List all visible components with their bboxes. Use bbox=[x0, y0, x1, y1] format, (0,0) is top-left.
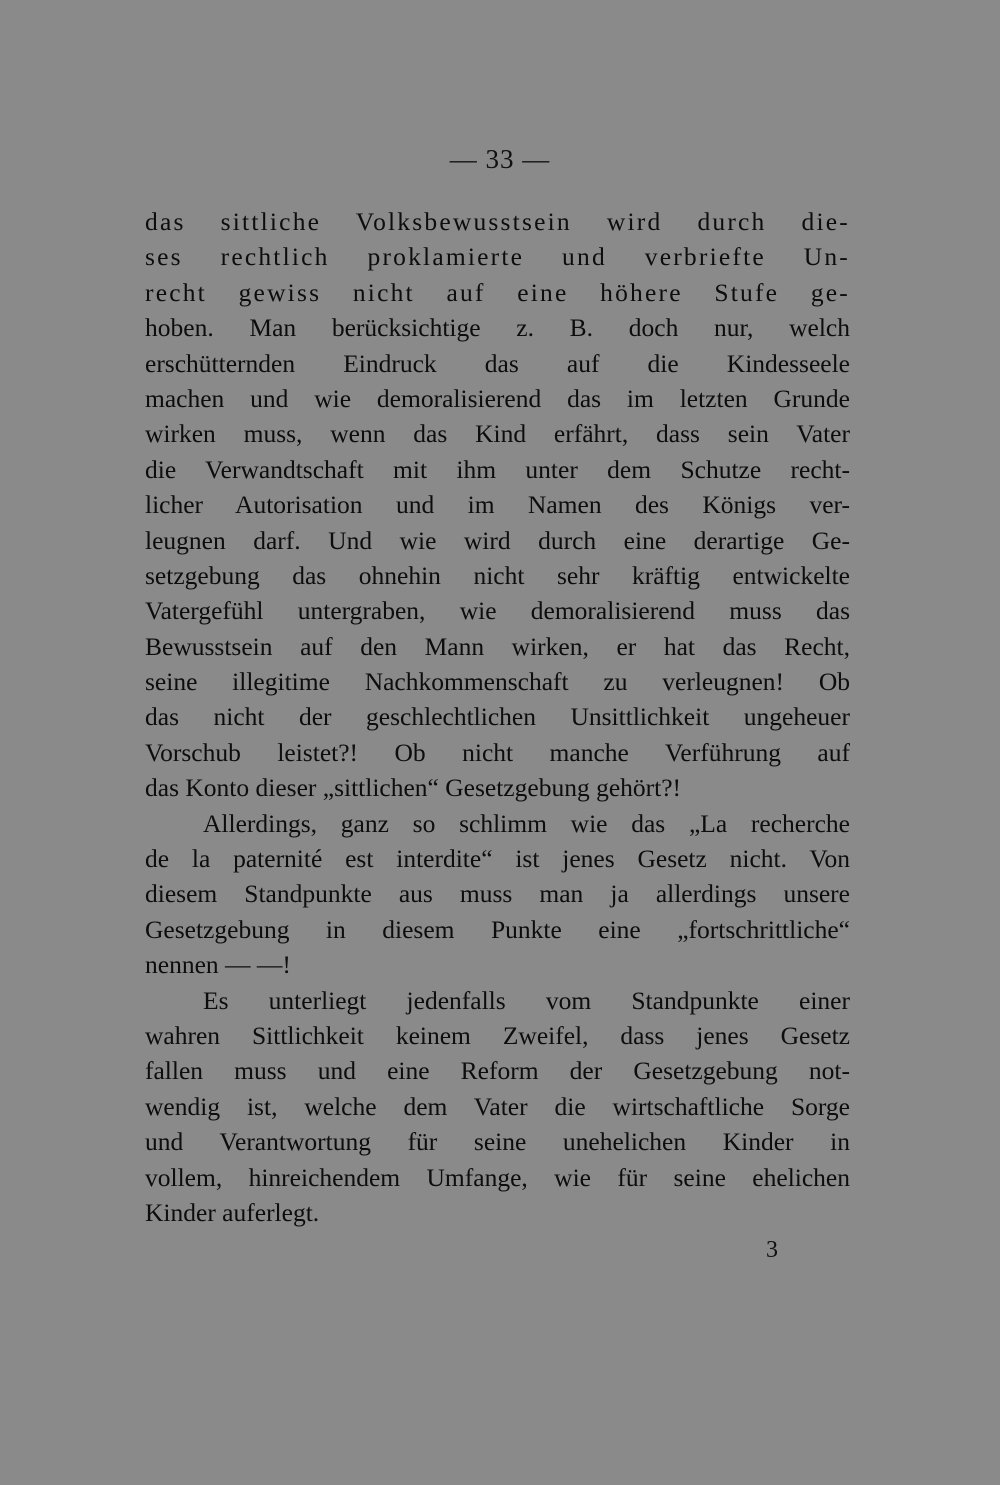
text-line: wahren Sittlichkeit keinem Zweifel, dass jenes Gesetz bbox=[145, 1020, 850, 1050]
text-line: fallen muss und eine Reform der Gesetzgebung not- bbox=[145, 1056, 850, 1086]
page-number: — 33 — bbox=[449, 144, 551, 174]
text-line: Kinder auferlegt. bbox=[145, 1197, 320, 1227]
text-line: leugnen darf. Und wie wird durch eine derartige Ge- bbox=[145, 525, 850, 555]
text-line: das nicht der geschlechtlichen Unsittlichkeit ungeheuer bbox=[145, 702, 850, 732]
text-line: diesem Standpunkte aus muss man ja allerdings unsere bbox=[145, 879, 850, 909]
text-line: und Verantwortung für seine unehelichen Kinder in bbox=[145, 1127, 850, 1157]
text-line: die Verwandtschaft mit ihm unter dem Schutze recht- bbox=[145, 454, 850, 484]
signature-mark: 3 bbox=[766, 1237, 778, 1263]
text-line: das Konto dieser „sittlichen“ Gesetzgebung gehört?! bbox=[145, 773, 682, 803]
text-line: nennen — —! bbox=[145, 950, 291, 980]
text-line: wirken muss, wenn das Kind erfährt, dass sein Vater bbox=[145, 419, 850, 449]
text-line: wendig ist, welche dem Vater die wirtschaftliche Sorge bbox=[145, 1091, 850, 1121]
text-line: ses rechtlich proklamierte und verbriefte Un- bbox=[145, 242, 850, 272]
text-line: erschütternden Eindruck das auf die Kindesseele bbox=[145, 348, 850, 378]
text-line: vollem, hinreichendem Umfange, wie für seine ehelichen bbox=[145, 1162, 850, 1192]
text-line: Gesetzgebung in diesem Punkte eine „fortschrittliche“ bbox=[145, 914, 850, 944]
text-line: Allerdings, ganz so schlimm wie das „La recherche bbox=[203, 808, 850, 838]
text-line: machen und wie demoralisierend das im letzten Grunde bbox=[145, 383, 850, 413]
text-line: das sittliche Volksbewusstsein wird durch die- bbox=[145, 207, 850, 236]
text-line: Vatergefühl untergraben, wie demoralisierend muss das bbox=[145, 596, 850, 626]
text-line: licher Autorisation und im Namen des Königs ver- bbox=[145, 490, 850, 520]
text-line: hoben. Man berücksichtige z. B. doch nur, welch bbox=[145, 313, 850, 343]
text-line: Vorschub leistet?! Ob nicht manche Verführung auf bbox=[145, 737, 850, 767]
text-line: Bewusstsein auf den Mann wirken, er hat das Recht, bbox=[145, 631, 850, 661]
text-line: de la paternité est interdite“ ist jenes Gesetz nicht. Von bbox=[145, 844, 850, 874]
text-line: Es unterliegt jedenfalls vom Standpunkte einer bbox=[203, 985, 850, 1015]
text-line: recht gewiss nicht auf eine höhere Stufe ge- bbox=[145, 277, 850, 307]
text-line: setzgebung das ohnehin nicht sehr kräftig entwickelte bbox=[145, 560, 850, 590]
text-line: seine illegitime Nachkommenschaft zu verleugnen! Ob bbox=[145, 667, 850, 697]
body-text bbox=[145, 204, 850, 1230]
